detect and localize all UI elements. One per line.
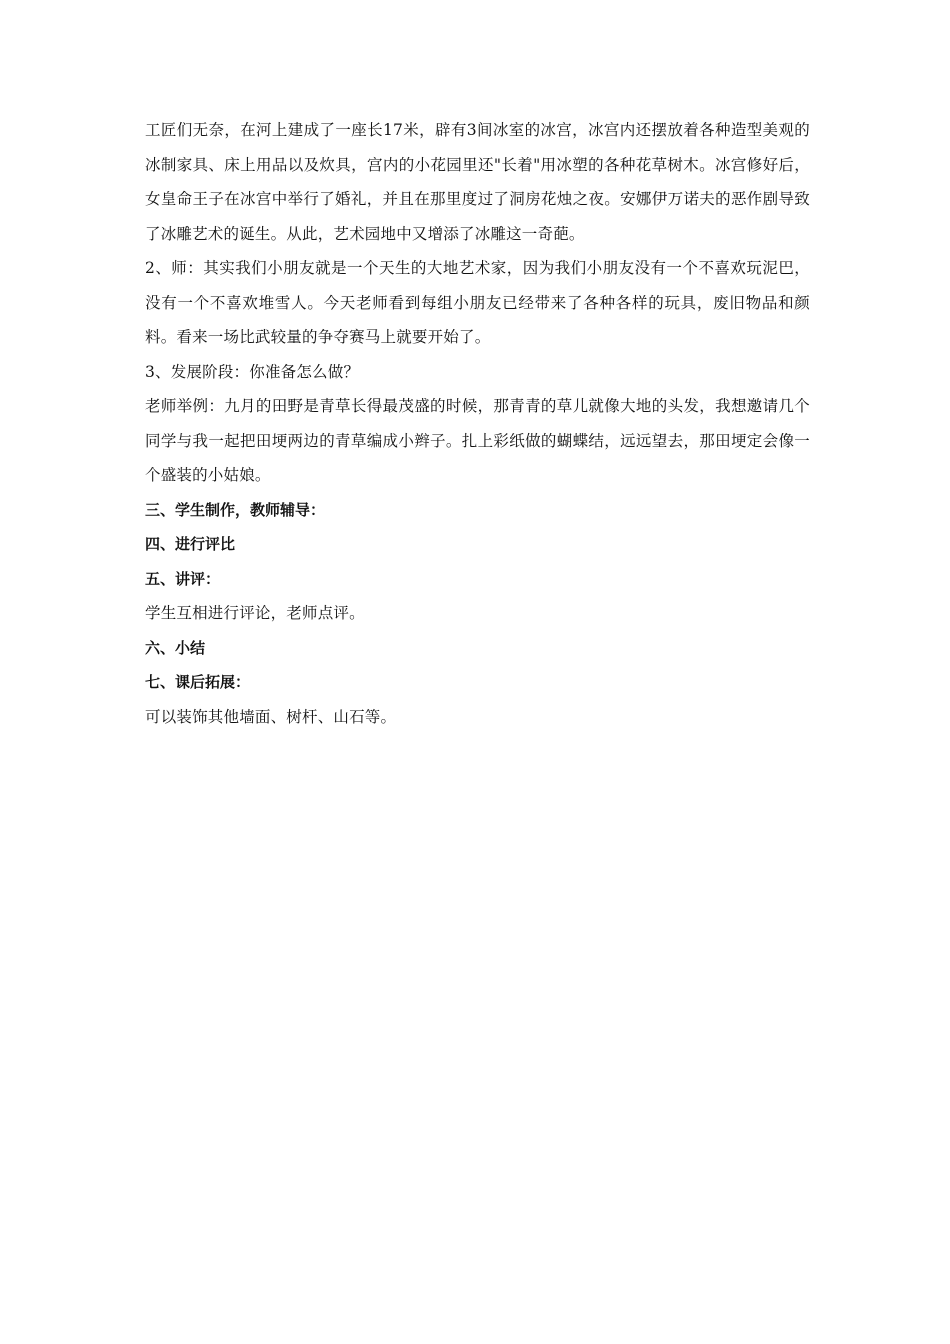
paragraph-ice-palace: 工匠们无奈，在河上建成了一座长17米，辟有3间冰室的冰宫，冰宫内还摆放着各种造型美观的冰制家具、床上用品以及炊具，宫内的小花园里还"长着"用冰塑的各种花草树木。冰宫修好后，女皇命王子在冰宫中举行了婚礼，并且在那里度过了洞房花烛之夜。安娜伊万诺夫的恶作剧导致了冰雕艺术的诞生。从此，艺术园地中又增添了冰雕这一奇葩。 bbox=[145, 121, 810, 243]
paragraph-peer-review: 学生互相进行评论，老师点评。 bbox=[145, 604, 365, 622]
paragraph-decoration: 可以装饰其他墙面、树杆、山石等。 bbox=[145, 707, 397, 726]
paragraph-teacher-example: 老师举例：九月的田野是青草长得最茂盛的时候，那青青的草儿就像大地的头发，我想邀请几个同学与我一起把田埂两边的青草编成小辫子。扎上彩纸做的蝴蝶结，远远望去，那田埂定会像一个盛装的小姑娘。 bbox=[145, 397, 810, 484]
paragraph-development-stage: 3、发展阶段：你准备怎么做？ bbox=[145, 362, 360, 381]
heading-summary: 六、小结 bbox=[145, 638, 206, 657]
heading-commentary: 五、讲评： bbox=[145, 569, 221, 588]
heading-extension: 七、课后拓展： bbox=[145, 673, 251, 691]
heading-student-making: 三、学生制作，教师辅导： bbox=[145, 500, 326, 519]
paragraph-teacher-intro: 2、师：其实我们小朋友就是一个天生的大地艺术家，因为我们小朋友没有一个不喜欢玩泥巴，没有一个不喜欢堆雪人。今天老师看到每组小朋友已经带来了各种各样的玩具，废旧物品和颜料。看来一场比武较量的争夺赛马上就要开始了。 bbox=[145, 259, 810, 346]
heading-evaluation: 四、进行评比 bbox=[145, 535, 236, 553]
document-body bbox=[145, 113, 810, 734]
